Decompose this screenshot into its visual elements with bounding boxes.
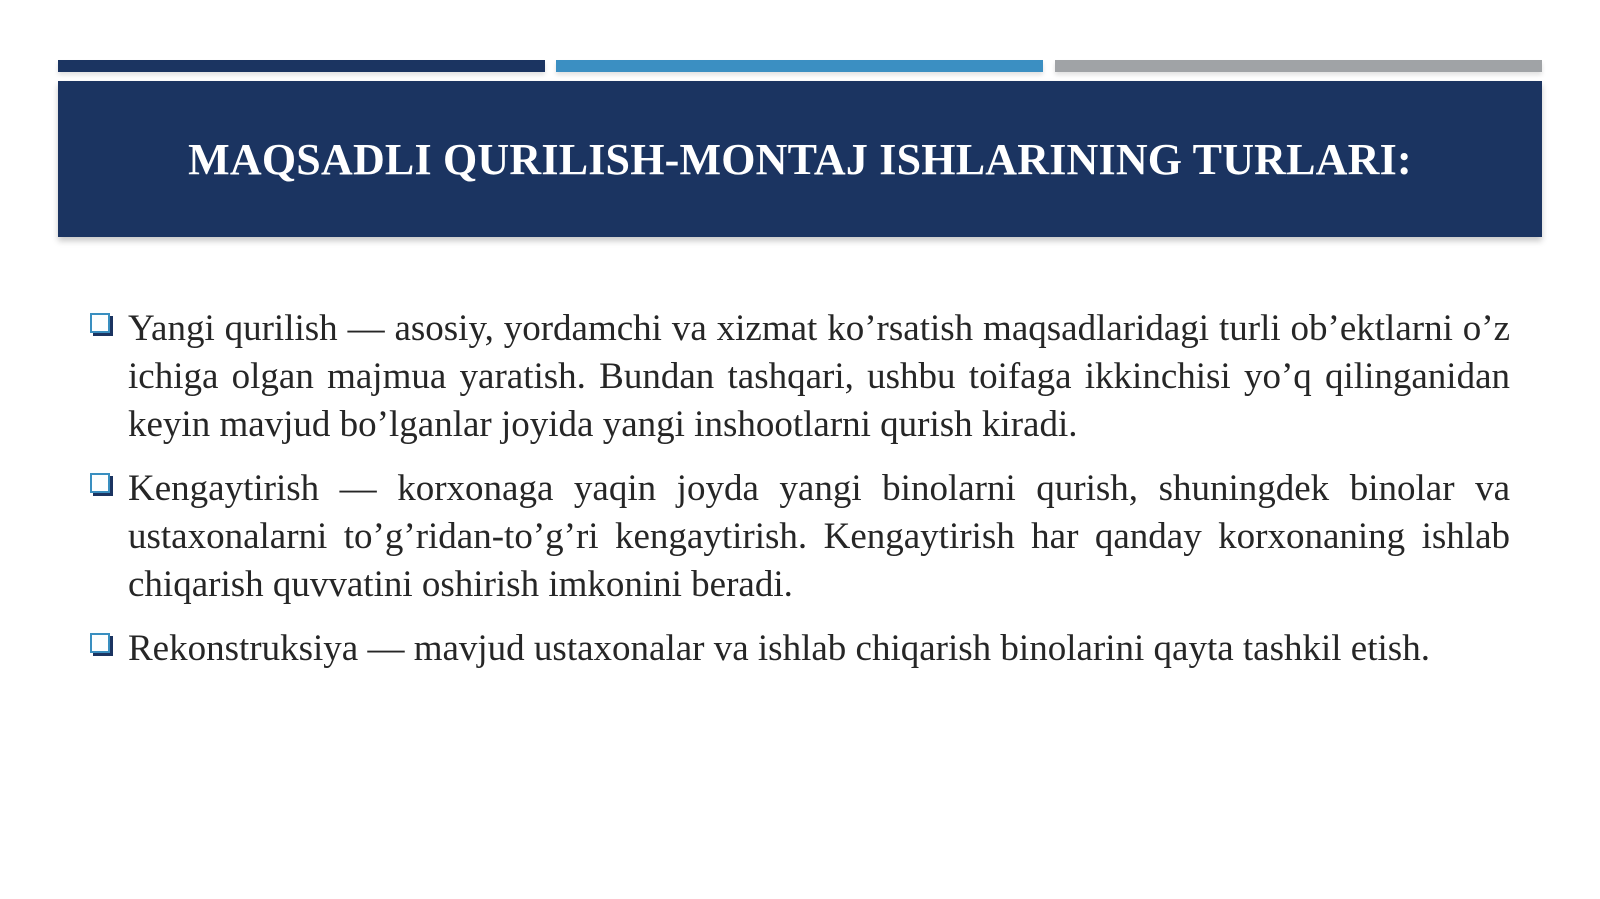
bullet-item-new-construction [90, 305, 1510, 449]
accent-bars [58, 60, 1542, 72]
square-bullet-icon [90, 313, 110, 333]
bullet-text: Yangi qurilish — asosiy, yordamchi va xizmat ko’rsatish maqsadlaridagi turli ob’ektlarni o’z ichiga olgan majmua yaratish. Bundan tashqari, ushbu toifaga ikkinchisi yo’q qilinganidan keyin mavjud bo’lganlar joyida yangi inshootlarni qurish kiradi. [128, 308, 1510, 445]
accent-bar-dark [58, 60, 545, 72]
slide-title: MAQSADLI QURILISH-MONTAJ ISHLARINING TURLARI: [188, 134, 1412, 184]
bullet-list [90, 305, 1510, 689]
bullet-text: Rekonstruksiya — mavjud ustaxonalar va ishlab chiqarish binolarini qayta tashkil etish. [128, 628, 1430, 669]
title-band [58, 81, 1542, 237]
bullet-item-reconstruction [90, 625, 1510, 673]
square-bullet-icon [90, 473, 110, 493]
square-bullet-icon [90, 633, 110, 653]
accent-bar-blue [556, 60, 1043, 72]
accent-bar-gray [1055, 60, 1542, 72]
bullet-item-expansion [90, 465, 1510, 609]
bullet-text: Kengaytirish — korxonaga yaqin joyda yangi binolarni qurish, shuningdek binolar va ustaxonalarni to’g’ridan-to’g’ri kengaytirish. Kengaytirish har qanday korxonaning ishlab chiqarish quvvatini oshirish imkonini beradi. [128, 468, 1510, 605]
